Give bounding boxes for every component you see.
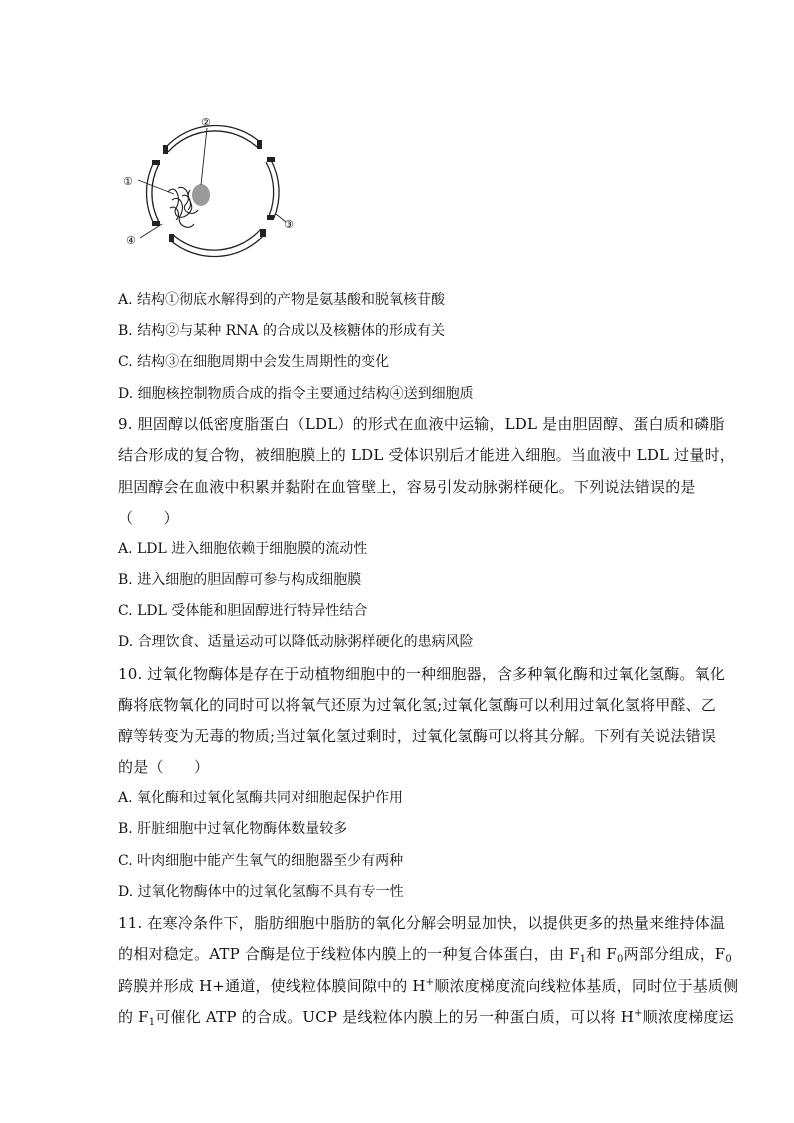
label-3: ③ <box>284 218 294 231</box>
q11-stem-line-4: 的 $F_1$可催化 ATP 的合成。UCP 是线粒体内膜上的另一种蛋白质，可以将 H+顺浓度梯度运 <box>118 1008 734 1028</box>
q10-stem-line-1: 10. 过氧化物酶体是存在于动植物细胞中的一种细胞器，含多种氧化酶和过氧化氢酶。氧化 <box>118 665 726 683</box>
label-4: ④ <box>126 234 136 247</box>
label-2: ② <box>201 116 211 129</box>
nucleus-figure <box>110 112 310 277</box>
q9-option-d: D. 合理饮食、适量运动可以降低动脉粥样硬化的患病风险 <box>118 634 474 650</box>
nucleus-diagram <box>110 112 310 277</box>
q10-option-c: C. 叶肉细胞中能产生氧气的细胞器至少有两种 <box>118 853 404 869</box>
q8-option-b: B. 结构②与某种 RNA 的合成以及核糖体的形成有关 <box>118 323 445 339</box>
q11-stem-line-2: 的相对稳定。ATP 合酶是位于线粒体内膜上的一种复合体蛋白，由 $F_1$和 $F_0$两部分组成，$F_0$ <box>118 945 732 965</box>
q10-stem-line-4: 的是（ ） <box>118 758 210 776</box>
q10-option-d: D. 过氧化物酶体中的过氧化氢酶不具有专一性 <box>118 884 404 900</box>
q9-option-a: A. LDL 进入细胞依赖于细胞膜的流动性 <box>118 541 368 557</box>
q9-option-b: B. 进入细胞的胆固醇可参与构成细胞膜 <box>118 572 362 588</box>
q9-stem-line-2: 结合形成的复合物，被细胞膜上的 LDL 受体识别后才能进入细胞。当血液中 LDL 过量时， <box>118 446 735 464</box>
q9-stem-line-1: 9. 胆固醇以低密度脂蛋白（LDL）的形式在血液中运输，LDL 是由胆固醇、蛋白质和磷脂 <box>118 415 725 433</box>
q8-option-d: D. 细胞核控制物质合成的指令主要通过结构④送到细胞质 <box>118 386 474 402</box>
q8-option-c: C. 结构③在细胞周期中会发生周期性的变化 <box>118 354 390 370</box>
q9-stem-line-4: （ ） <box>118 509 179 527</box>
q10-stem-line-2: 酶将底物氧化的同时可以将氧气还原为过氧化氢;过氧化氢酶可以利用过氧化氢将甲醛、乙 <box>118 696 717 714</box>
q10-option-b: B. 肝脏细胞中过氧化物酶体数量较多 <box>118 821 348 837</box>
q11-stem-line-1: 11. 在寒冷条件下，脂肪细胞中脂肪的氧化分解会明显加快，以提供更多的热量来维持体温 <box>118 914 726 932</box>
q9-option-c: C. LDL 受体能和胆固醇进行特异性结合 <box>118 603 368 619</box>
q8-option-a: A. 结构①彻底水解得到的产物是氨基酸和脱氧核苷酸 <box>118 292 446 308</box>
label-1: ① <box>123 175 133 188</box>
q11-stem-line-3: 跨膜并形成 H+通道，使线粒体膜间隙中的 H+顺浓度梯度流向线粒体基质，同时位于基质侧 <box>118 977 739 995</box>
q10-option-a: A. 氧化酶和过氧化氢酶共同对细胞起保护作用 <box>118 790 404 806</box>
q9-stem-line-3: 胆固醇会在血液中积累并黏附在血管壁上，容易引发动脉粥样硬化。下列说法错误的是 <box>118 478 696 496</box>
q10-stem-line-3: 醇等转变为无毒的物质;当过氧化氢过剩时，过氧化氢酶可以将其分解。下列有关说法错误 <box>118 727 717 745</box>
